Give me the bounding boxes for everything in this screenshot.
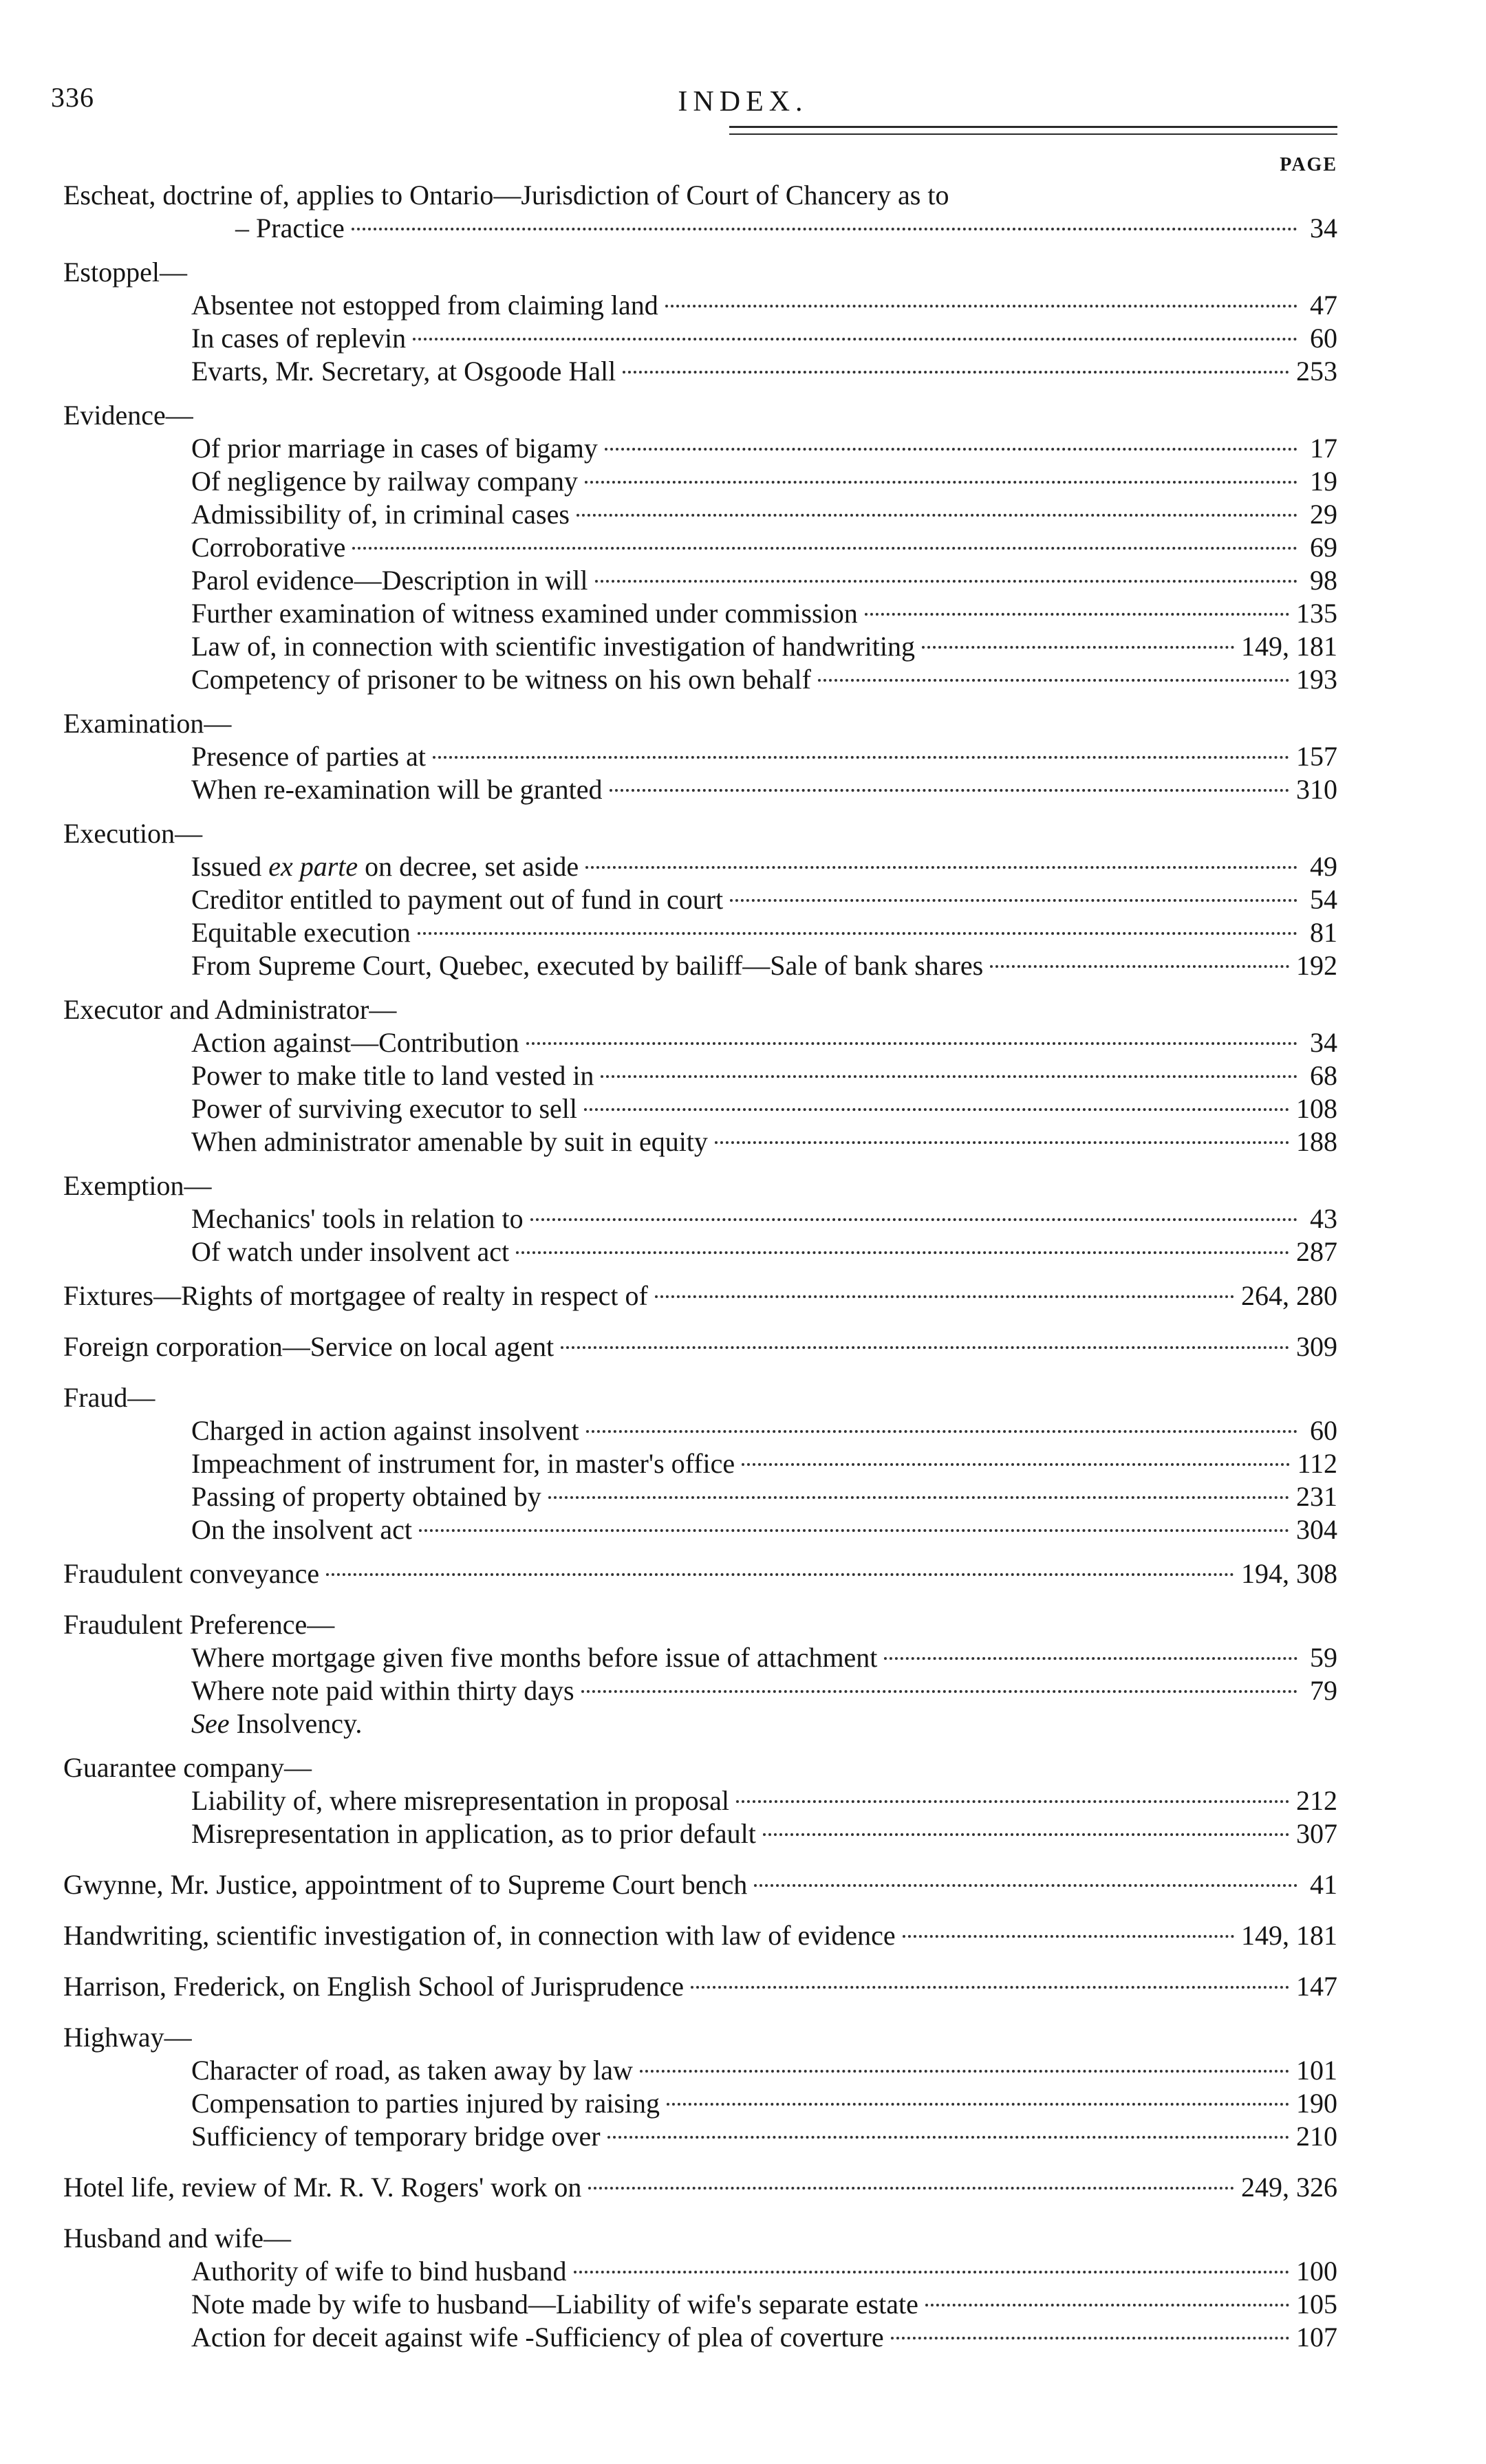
page-ref: 29: [1310, 499, 1337, 530]
index-entry: [63, 1279, 1337, 1312]
entry-heading: Gwynne, Mr. Justice, appointment of to Supreme Court bench: [63, 1869, 748, 1900]
sub-entry-text: Law of, in connection with scientific investigation of handwriting: [191, 631, 915, 662]
sub-entry: [63, 1414, 1337, 1447]
entry-continuation: – Practice: [235, 213, 345, 244]
dot-leader: [419, 1529, 1289, 1532]
sub-entry: [63, 1513, 1337, 1546]
sub-entry-text: [191, 850, 579, 883]
sub-entry: [63, 1480, 1337, 1513]
dot-leader: [605, 448, 1297, 451]
page-ref: 47: [1310, 290, 1337, 321]
dot-leader: [585, 481, 1297, 484]
sub-entry: [63, 949, 1337, 982]
page-ref: 310: [1296, 774, 1337, 805]
sub-entry-text: Compensation to parties injured by raising: [191, 2088, 660, 2119]
page-ref: 304: [1296, 1514, 1337, 1545]
header-rule: [729, 133, 1337, 135]
sub-entry: [63, 465, 1337, 498]
sub-entry-text-rest: on decree, set aside: [358, 851, 579, 882]
dot-leader: [433, 756, 1289, 759]
page-ref: 105: [1296, 2289, 1337, 2320]
entry-line: [63, 1868, 1337, 1901]
index-entry: [63, 817, 1337, 982]
entry-heading: Fraudulent conveyance: [63, 1558, 320, 1589]
sub-entry: [63, 432, 1337, 465]
page-ref: 41: [1310, 1869, 1337, 1900]
see-label: See: [191, 1708, 230, 1739]
sub-entry: [63, 355, 1337, 388]
entry-line: [63, 1169, 1337, 1202]
sub-entry-text: Charged in action against insolvent: [191, 1415, 579, 1446]
sub-entry: [63, 740, 1337, 773]
index-entry: [63, 2021, 1337, 2153]
dot-leader: [891, 2337, 1289, 2339]
entry-heading: Foreign corporation—Service on local agent: [63, 1331, 554, 1362]
sub-entry: [63, 322, 1337, 355]
page-ref: 112: [1297, 1448, 1337, 1479]
page-ref: 149, 181: [1241, 1920, 1337, 1951]
dot-leader: [990, 965, 1289, 968]
sub-entry: [63, 1235, 1337, 1268]
sub-entry: [63, 1817, 1337, 1850]
entry-line: [63, 707, 1337, 740]
entry-line: [63, 1381, 1337, 1414]
page-ref: 188: [1296, 1126, 1337, 1157]
dot-leader: [530, 1218, 1297, 1221]
index-entry: [63, 1868, 1337, 1901]
index-entry: [63, 179, 1337, 245]
sub-entry-text: When administrator amenable by suit in equity: [191, 1126, 708, 1157]
page-ref: 101: [1296, 2055, 1337, 2086]
sub-entry: [63, 1125, 1337, 1158]
dot-leader: [326, 1573, 1234, 1576]
sub-entry: [63, 773, 1337, 806]
dot-leader: [610, 789, 1289, 792]
dot-leader: [548, 1496, 1289, 1499]
page-ref: 309: [1296, 1331, 1337, 1362]
dot-leader: [586, 1430, 1297, 1433]
sub-entry-text: Equitable execution: [191, 917, 411, 948]
sub-entry: [63, 2087, 1337, 2120]
page-ref: 190: [1296, 2088, 1337, 2119]
page-ref: 147: [1296, 1971, 1337, 2002]
sub-entry: [63, 1784, 1337, 1817]
page-ref: 107: [1296, 2322, 1337, 2353]
entry-line: [63, 212, 1337, 245]
entry-line: [63, 993, 1337, 1026]
sub-entry-text: Corroborative: [191, 532, 346, 563]
sub-entry-text: Competency of prisoner to be witness on his own behalf: [191, 664, 811, 695]
page-ref: 79: [1310, 1675, 1337, 1706]
sub-entry-text: Power of surviving executor to sell: [191, 1093, 577, 1124]
sub-entry: [63, 916, 1337, 949]
sub-entry-text: Of watch under insolvent act: [191, 1236, 510, 1267]
dot-leader: [715, 1141, 1289, 1144]
entry-line: [63, 1279, 1337, 1312]
sub-entry: [63, 1059, 1337, 1092]
sub-entry-text: In cases of replevin: [191, 323, 407, 354]
dot-leader: [667, 2103, 1289, 2106]
sub-entry: [63, 1674, 1337, 1707]
sub-entry: [63, 883, 1337, 916]
sub-entry-text: Mechanics' tools in relation to: [191, 1203, 524, 1234]
dot-leader: [865, 613, 1289, 616]
sub-entry: [63, 564, 1337, 597]
index-entry: [63, 993, 1337, 1158]
dot-leader: [584, 1108, 1289, 1111]
sub-entry-text: Of negligence by railway company: [191, 466, 579, 497]
entry-line: [63, 256, 1337, 289]
entry-line: [63, 1970, 1337, 2003]
page-ref: 81: [1310, 917, 1337, 948]
running-title: INDEX.: [678, 86, 808, 118]
dot-leader: [754, 1884, 1297, 1887]
entry-heading: Escheat, doctrine of, applies to Ontario—Jurisdiction of Court of Chancery as to: [63, 180, 949, 210]
page-ref: 60: [1310, 1415, 1337, 1446]
page-ref: 212: [1296, 1785, 1337, 1816]
dot-leader: [736, 1800, 1289, 1803]
dot-leader: [665, 305, 1297, 307]
page-ref: 68: [1310, 1060, 1337, 1091]
dot-leader: [730, 899, 1297, 902]
entry-line: [63, 1608, 1337, 1641]
dot-leader: [925, 2304, 1289, 2306]
page-ref: 287: [1296, 1236, 1337, 1267]
sub-entry-text: Parol evidence—Description in will: [191, 565, 588, 596]
sub-entry: [63, 498, 1337, 531]
page-ref: 192: [1296, 950, 1337, 981]
page-ref: 19: [1310, 466, 1337, 497]
page-ref: 60: [1310, 323, 1337, 354]
page-ref: 49: [1310, 851, 1337, 882]
dot-leader: [581, 1690, 1297, 1693]
sub-entry: [63, 2054, 1337, 2087]
entry-heading: Exemption—: [63, 1170, 212, 1201]
dot-leader: [623, 371, 1289, 374]
dot-leader: [561, 1346, 1289, 1349]
sub-entry-text: Admissibility of, in criminal cases: [191, 499, 570, 530]
dot-leader: [352, 228, 1297, 230]
running-head: [0, 81, 1486, 122]
sub-entry: [63, 597, 1337, 630]
entry-line: [63, 2222, 1337, 2255]
sub-entry: [63, 1202, 1337, 1235]
entry-line: [63, 1557, 1337, 1590]
sub-entry: [63, 1026, 1337, 1059]
index-entry: [63, 1970, 1337, 2003]
entry-heading: Evidence—: [63, 400, 193, 431]
cross-reference-text: [191, 1707, 362, 1740]
dot-leader: [655, 1295, 1234, 1298]
dot-leader: [742, 1463, 1290, 1466]
entry-heading: Estoppel—: [63, 257, 187, 288]
entry-heading: Fraudulent Preference—: [63, 1609, 335, 1640]
sub-entry-text: Presence of parties at: [191, 741, 426, 772]
dot-leader: [418, 932, 1297, 935]
entry-heading: Execution—: [63, 818, 203, 849]
sub-entry-text: Where mortgage given five months before issue of attachment: [191, 1642, 878, 1673]
index-entry: [63, 2171, 1337, 2204]
entry-heading: Husband and wife—: [63, 2223, 292, 2254]
entry-heading: Guarantee company—: [63, 1752, 312, 1783]
page-number: 336: [51, 82, 94, 113]
dot-leader: [574, 2271, 1290, 2273]
sub-entry-text: Where note paid within thirty days: [191, 1675, 574, 1706]
page-ref: 264, 280: [1241, 1280, 1337, 1311]
entry-heading: Harrison, Frederick, on English School of Jurisprudence: [63, 1971, 685, 2002]
dot-leader: [601, 1075, 1297, 1078]
dot-leader: [585, 866, 1297, 869]
index-entry: [63, 1608, 1337, 1740]
page-ref: 193: [1296, 664, 1337, 695]
page-ref: 194, 308: [1241, 1558, 1337, 1589]
sub-entry: [63, 630, 1337, 663]
sub-entry: [63, 1447, 1337, 1480]
sub-entry-text: When re-examination will be granted: [191, 774, 603, 805]
page-ref: 98: [1310, 565, 1337, 596]
sub-entry: [63, 1641, 1337, 1674]
sub-entry: [63, 2120, 1337, 2153]
dot-leader: [884, 1657, 1297, 1660]
index-entry: [63, 1751, 1337, 1850]
dot-leader: [818, 679, 1289, 682]
page-ref: 34: [1310, 213, 1337, 244]
entry-line: [63, 1751, 1337, 1784]
sub-entry-text: Passing of property obtained by: [191, 1481, 541, 1512]
dot-leader: [526, 1042, 1297, 1045]
sub-entry-text-prefix: Issued: [191, 851, 269, 882]
sub-entry-italic: ex parte: [268, 851, 358, 882]
index-entry: [63, 1919, 1337, 1952]
sub-entry-text: From Supreme Court, Quebec, executed by bailiff—Sale of bank shares: [191, 950, 984, 981]
entry-line: [63, 399, 1337, 432]
entry-heading: Highway—: [63, 2022, 192, 2053]
index-entry: [63, 707, 1337, 806]
index-entry: [63, 256, 1337, 388]
sub-entry-text: Misrepresentation in application, as to prior default: [191, 1818, 756, 1849]
entry-heading: Hotel life, review of Mr. R. V. Rogers' work on: [63, 2172, 582, 2203]
dot-leader: [516, 1251, 1289, 1254]
entry-line: [63, 1919, 1337, 1952]
header-rule: [729, 126, 1337, 128]
page-ref: 54: [1310, 884, 1337, 915]
sub-entry-text: Creditor entitled to payment out of fund in court: [191, 884, 724, 915]
sub-entry-text: Liability of, where misrepresentation in proposal: [191, 1785, 730, 1816]
sub-entry-text: Evarts, Mr. Secretary, at Osgoode Hall: [191, 356, 616, 387]
index-entry: [63, 1381, 1337, 1546]
entry-heading: Executor and Administrator—: [63, 994, 397, 1025]
sub-entry-text: On the insolvent act: [191, 1514, 413, 1545]
sub-entry: [63, 1092, 1337, 1125]
index-entry: [63, 2222, 1337, 2354]
index-entry: [63, 1169, 1337, 1268]
page-ref: 210: [1296, 2121, 1337, 2152]
sub-entry: [63, 2288, 1337, 2321]
sub-entry-text: Power to make title to land vested in: [191, 1060, 594, 1091]
dot-leader: [691, 1986, 1289, 1989]
page-ref: 69: [1310, 532, 1337, 563]
page-ref: 135: [1296, 598, 1337, 629]
entry-heading: Examination—: [63, 708, 232, 739]
index-entry: [63, 399, 1337, 696]
page-ref: 149, 181: [1241, 631, 1337, 662]
page-ref: 59: [1310, 1642, 1337, 1673]
dot-leader: [413, 338, 1297, 341]
entry-heading: Fixtures—Rights of mortgagee of realty in respect of: [63, 1280, 648, 1311]
dot-leader: [607, 2136, 1289, 2139]
dot-leader: [903, 1935, 1234, 1938]
page-ref: 108: [1296, 1093, 1337, 1124]
sub-entry-text: Sufficiency of temporary bridge over: [191, 2121, 601, 2152]
page-ref: 157: [1296, 741, 1337, 772]
index-entry: [63, 1557, 1337, 1590]
page-ref: 34: [1310, 1027, 1337, 1058]
sub-entry-text: Authority of wife to bind husband: [191, 2256, 567, 2287]
entry-heading: Handwriting, scientific investigation of, in connection with law of evidence: [63, 1920, 896, 1951]
page-ref: 100: [1296, 2256, 1337, 2287]
page-ref: 253: [1296, 356, 1337, 387]
entry-heading: Fraud—: [63, 1382, 155, 1413]
sub-entry-text: Impeachment of instrument for, in master's office: [191, 1448, 735, 1479]
sub-entry: [63, 850, 1337, 883]
sub-entry-text: Action against—Contribution: [191, 1027, 519, 1058]
dot-leader: [922, 646, 1234, 649]
sub-entry-text: Action for deceit against wife -Sufficiency of plea of coverture: [191, 2322, 884, 2353]
dot-leader: [352, 547, 1297, 550]
sub-entry-text: Of prior marriage in cases of bigamy: [191, 433, 598, 464]
sub-entry-text: Absentee not estopped from claiming land: [191, 290, 658, 321]
sub-entry: [63, 289, 1337, 322]
page-ref: 43: [1310, 1203, 1337, 1234]
sub-entry: [63, 2321, 1337, 2354]
entry-line: [63, 179, 1337, 212]
entry-line: [63, 2021, 1337, 2054]
page-column-label: PAGE: [1280, 154, 1337, 175]
sub-entry-text: Character of road, as taken away by law: [191, 2055, 633, 2086]
dot-leader: [595, 580, 1297, 583]
dot-leader: [577, 514, 1297, 517]
sub-entry: [63, 663, 1337, 696]
dot-leader: [763, 1833, 1289, 1836]
index-entry: [63, 1330, 1337, 1363]
see-target: Insolvency.: [229, 1708, 363, 1739]
sub-entry-text: Further examination of witness examined under commission: [191, 598, 858, 629]
index-body: [63, 179, 1337, 2365]
dot-leader: [588, 2187, 1234, 2190]
page-ref: 249, 326: [1241, 2172, 1337, 2203]
entry-line: [63, 2171, 1337, 2204]
sub-entry: [63, 531, 1337, 564]
sub-entry: [63, 2255, 1337, 2288]
sub-entry-text: Note made by wife to husband—Liability of wife's separate estate: [191, 2289, 918, 2320]
page-ref: 17: [1310, 433, 1337, 464]
cross-reference: [63, 1707, 1337, 1740]
page-ref: 231: [1296, 1481, 1337, 1512]
entry-line: [63, 1330, 1337, 1363]
page-ref: 307: [1296, 1818, 1337, 1849]
entry-line: [63, 817, 1337, 850]
dot-leader: [640, 2070, 1289, 2073]
